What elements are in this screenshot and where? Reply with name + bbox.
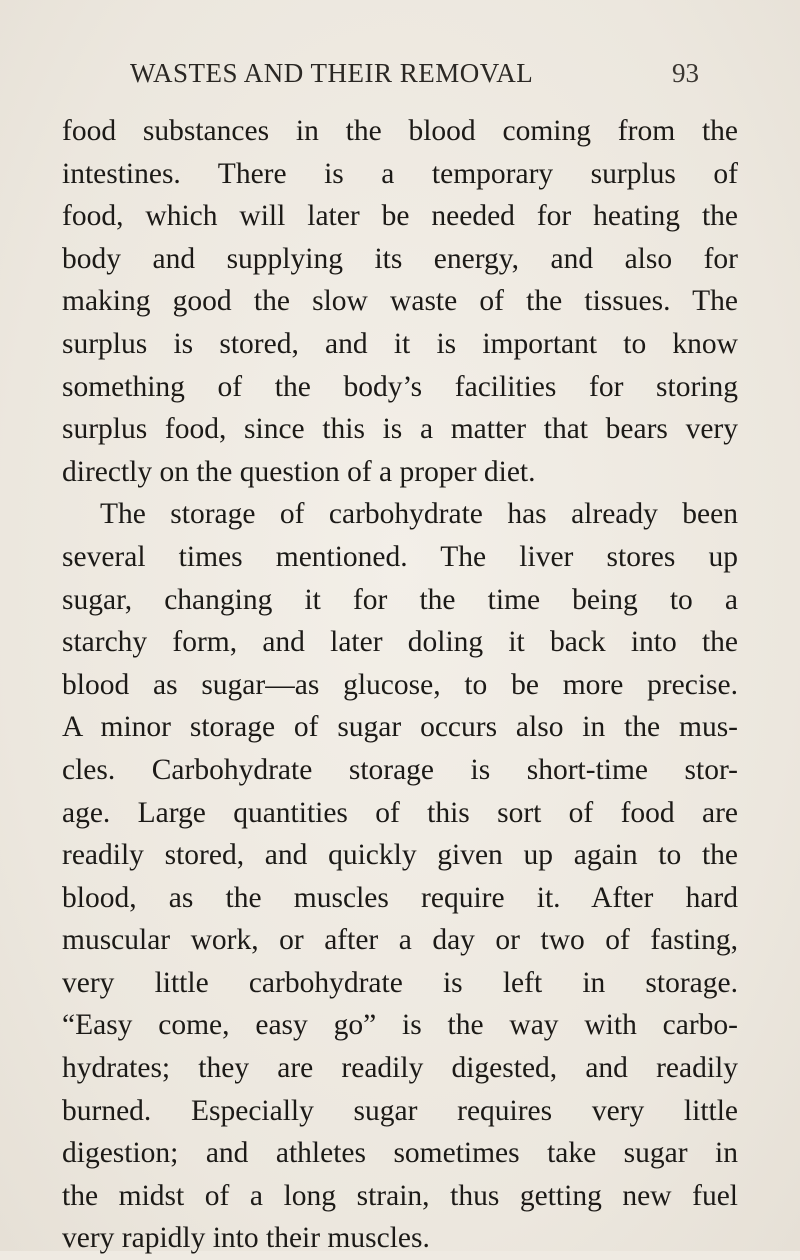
text-line: digestion; and athletes sometimes take sugar in bbox=[62, 1137, 738, 1170]
text-line: surplus is stored, and it is important to know bbox=[62, 327, 738, 360]
text-line: starchy form, and later doling it back into the bbox=[62, 626, 738, 659]
text-line: very rapidly into their muscles. bbox=[62, 1222, 430, 1255]
text-line: readily stored, and quickly given up again to the bbox=[62, 839, 738, 872]
text-line: body and supplying its energy, and also for bbox=[62, 242, 738, 275]
text-line: blood, as the muscles require it. After hard bbox=[62, 881, 738, 914]
text-line: “Easy come, easy go” is the way with carbo- bbox=[62, 1009, 738, 1042]
text-line: cles. Carbohydrate storage is short-time stor- bbox=[62, 753, 738, 786]
text-line: food, which will later be needed for heating the bbox=[62, 200, 738, 233]
paragraph-first-line: The storage of carbohydrate has already been bbox=[100, 498, 738, 531]
text-line: making good the slow waste of the tissues. The bbox=[62, 285, 738, 318]
running-title: WASTES AND THEIR REMOVAL bbox=[130, 58, 534, 88]
text-line: sugar, changing it for the time being to a bbox=[62, 583, 738, 616]
text-line: very little carbohydrate is left in storage. bbox=[62, 966, 738, 999]
text-line: intestines. There is a temporary surplus of bbox=[62, 157, 738, 190]
text-line: muscular work, or after a day or two of fasting, bbox=[62, 924, 738, 957]
text-line: age. Large quantities of this sort of food are bbox=[62, 796, 738, 829]
running-head bbox=[0, 58, 800, 98]
body-text bbox=[62, 110, 738, 1260]
text-line: directly on the question of a proper diet. bbox=[62, 455, 536, 488]
text-line: food substances in the blood coming from the bbox=[62, 115, 738, 147]
text-line: A minor storage of sugar occurs also in the mus- bbox=[62, 711, 738, 744]
text-line: several times mentioned. The liver stores up bbox=[62, 540, 738, 573]
text-line: burned. Especially sugar requires very little bbox=[62, 1094, 738, 1127]
text-line: blood as sugar—as glucose, to be more precise. bbox=[62, 668, 738, 701]
text-line: hydrates; they are readily digested, and readily bbox=[62, 1052, 738, 1085]
text-line: surplus food, since this is a matter that bears very bbox=[62, 413, 738, 446]
page-number: 93 bbox=[672, 58, 699, 88]
text-line: the midst of a long strain, thus getting new fuel bbox=[62, 1179, 738, 1212]
text-line: something of the body’s facilities for storing bbox=[62, 370, 738, 403]
